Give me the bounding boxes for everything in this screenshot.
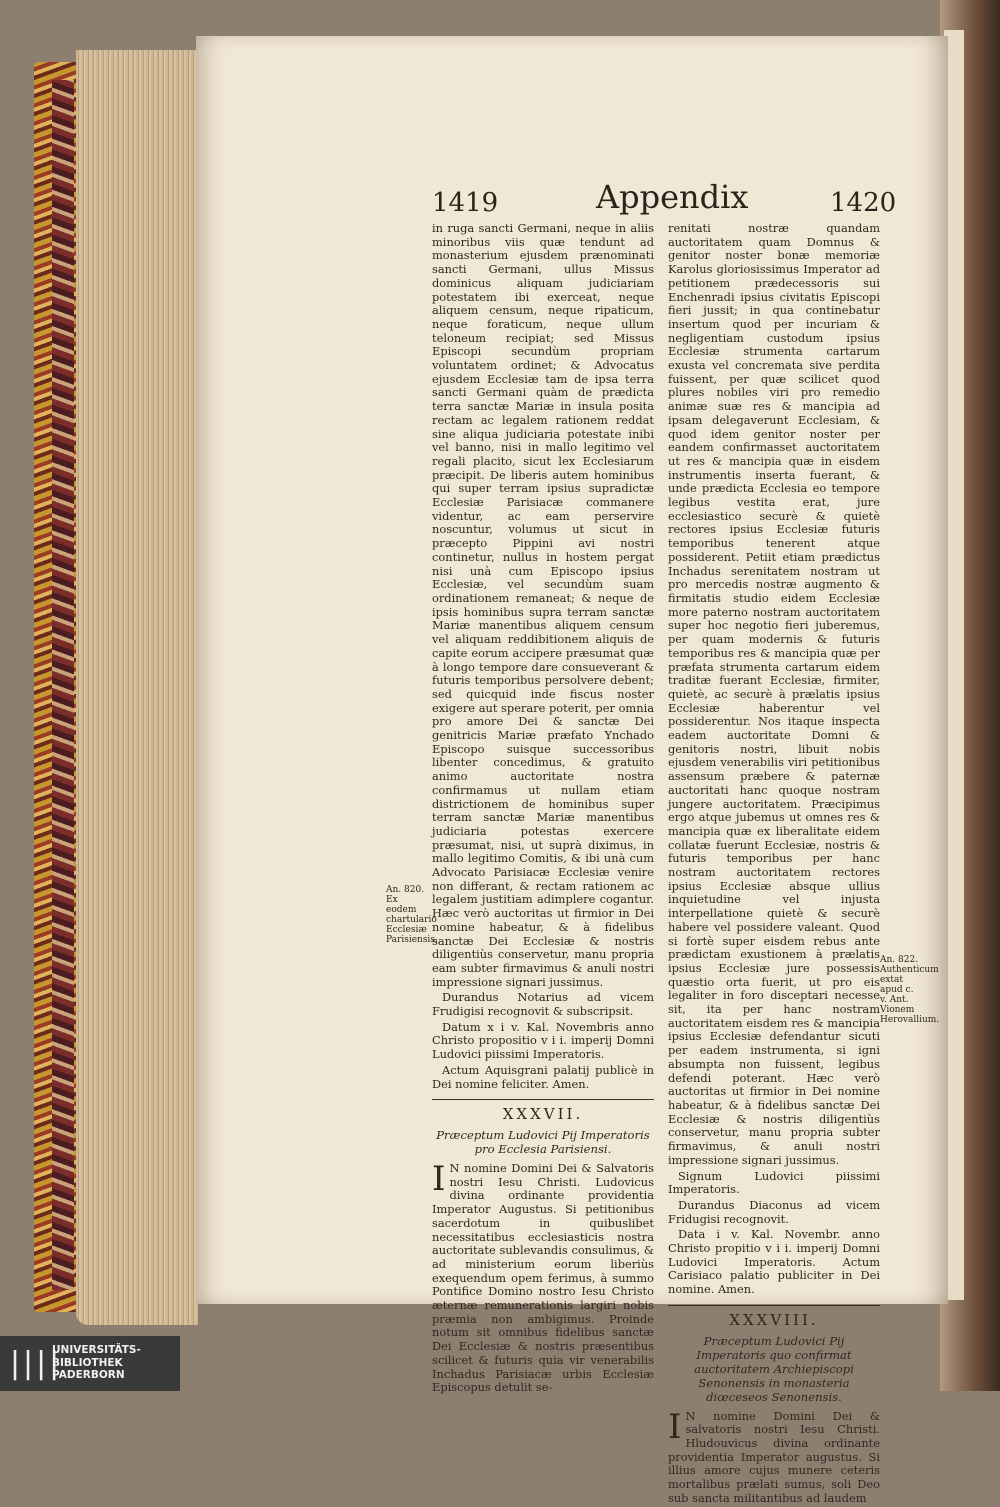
right-charter-body: N nomine Domini Dei & salvatoris nostri Iesu Christi. Hludouvicus divina ordinante providentia Imperator augustus. Si illius amore cujus munere ceteris mortalibus prælati sumus, soli Deo sub sancta militantibus ad laudem: [668, 1408, 880, 1505]
page-stack: [76, 50, 198, 1325]
section-title-37: Præceptum Ludovici Pij Imperatoris pro Ecclesia Parisiensi.: [436, 1128, 650, 1156]
left-charter-text: [432, 1159, 654, 1395]
drop-cap-left: I: [432, 1159, 446, 1199]
marbled-endpaper: [52, 80, 74, 1290]
left-paragraph-1: in ruga sancti Germani, neque in aliis minoribus viis quæ tendunt ad monasterium ejusdem prænominati sancti Germani, ullus Missus dominicus aliquam judiciariam potestatem ibi exerceat, neque aliquem censum, neque ripaticum, neque foraticum, neque ullum teloneum recipiat; sed Missus Episcopi secundùm propriam voluntatem ordinet; & Advocatus ejusdem Ecclesiæ tam de ipsa terra sancti Germani quàm de prædicta terra sanctæ Mariæ in insula posita rectam ac legalem rationem reddat sine aliqua judiciaria potestate inibi vel banno, nisi in mallo legitimo vel regali placito, sicut lex Ecclesiarum præcipit. De liberis autem hominibus qui super terram ipsius supradictæ Ecclesiæ Parisiacæ commanere videntur, ac eam perservire noscuntur, volumus ut sicut in præcepto Pippini avi nostri continetur, nullus in hostem pergat nisi unà cum Episcopo ipsius Ecclesiæ, vel secundùm suam ordinationem remaneat; & neque de ipsis hominibus supra terram sanctæ Mariæ manentibus aliquem censum vel aliquam reddibitionem aliquis de capite eorum accipere præsumat quæ à longo tempore dare consueverant & futuris temporibus persolvere debent; sed quicquid inde fiscus noster exigere aut sperare poterit, per omnia pro amore Dei & sanctæ Dei genitricis Mariæ præfato Ynchado Episcopo suisque successoribus libenter concedimus, & gratuito animo auctoritate nostra confirmamus ut nullam etiam districtionem de hominibus super terram sanctæ Mariæ manentibus judiciaria potestas exercere præsumat, nisi, ut suprà diximus, in mallo legitimo Comitis, & ibi unà cum Advocato Parisiacæ Ecclesiæ venire non differant, & rectam rationem ac legalem justitiam adimplere cogantur. Hæc verò auctoritas ut firmior in Dei nomine habeatur, & à fidelibus sanctæ Dei Ecclesiæ & nostris diligentiùs conservetur, manu propria eam subter firmavimus & anuli nostri impressione signari jussimus.: [432, 221, 654, 989]
page-number-right: 1420: [830, 188, 897, 218]
right-paragraph-2: Signum Ludovici piissimi Imperatoris.: [668, 1168, 880, 1197]
logo-line-1: UNIVERSITÄTS-: [52, 1344, 141, 1356]
right-paragraph-1: renitati nostræ quandam auctoritatem quam Domnus & genitor noster bonæ memoriæ Karolus gloriosissimus Imperator ad petitionem prædecessoris sui Enchenradi ipsius civitatis Episcopi fieri jussit; in qua continebatur insertum quod per incuriam & negligentiam custodum ipsius Ecclesiæ strumenta cartarum exusta vel concremata sive perdita fuissent, per quæ scilicet quod plures nobiles viri pro remedio animæ suæ res & mancipia ad ipsam delegaverunt Ecclesiam, & quod idem genitor noster per eandem confirmasset auctoritatem ut res & mancipia quæ in eisdem instrumentis inserta fuerant, & unde prædicta Ecclesia eo tempore legibus vestita erat, jure ecclesiastico securè & quietè rectores ipsius Ecclesiæ futuris temporibus tenerent atque possiderent. Petiit etiam prædictus Inchadus serenitatem nostram ut pro mercedis nostræ augmento & firmitatis studio eidem Ecclesiæ more paterno nostram auctoritatem super hoc negotio fieri juberemus, per quam modernis & futuris temporibus res & mancipia quæ per præfata strumenta cartarum eidem traditæ fuerant Ecclesiæ, firmiter, quietè, ac securè à prælatis ipsius Ecclesiæ haberentur vel possiderentur. Nos itaque inspecta eadem auctoritate Domni & genitoris nostri, libuit nobis ejusdem venerabilis viri petitionibus assensum præbere & paternæ auctoritati hanc quoque nostram jungere auctoritatem. Præcipimus ergo atque jubemus ut omnes res & mancipia quæ ex liberalitate eidem collatæ fuerunt Ecclesiæ, nostris & futuris temporibus per hanc nostram auctoritatem rectores ipsius Ecclesiæ absque ullius inquietudine vel injusta interpellatione quietè & securè habere vel possidere valeant. Quod si fortè super eisdem rebus ante prædictam exustionem à prælatis ipsius Ecclesiæ jure possessis quæstio orta fuerit, ut pro eis legaliter in foro disceptari necesse sit, ita per hanc nostram auctoritatem eisdem res & mancipia ipsius Ecclesiæ defendantur sicuti per eadem instrumenta, si igni absumpta non fuissent, legibus defendi poterant. Hæc verò auctoritas ut firmior in Dei nomine habeatur, & à fidelibus sanctæ Dei Ecclesiæ & nostris diligentiùs conservetur, manu propria subter firmavimus, & anuli nostri impressione signari jussimus.: [668, 221, 880, 1167]
logo-bars-icon: ||||: [6, 1346, 59, 1381]
left-paragraph-3: Datum x i v. Kal. Novembris anno Christo propositio v i i. imperij Domni Ludovici piissimi Imperatoris.: [432, 1019, 654, 1062]
logo-line-2: BIBLIOTHEK: [52, 1356, 123, 1369]
page-number-left: 1419: [432, 188, 499, 218]
logo-text: [52, 1344, 141, 1382]
right-charter-text: [668, 1406, 880, 1506]
right-paragraph-4: Data i v. Kal. Novembr. anno Christo propitio v i i. imperij Domni Ludovici Imperatoris. Actum Carisiaco palatio publiciter in Dei nomine. Amen.: [668, 1227, 880, 1297]
section-number-38: XXXVIII.: [729, 1310, 819, 1329]
logo-line-3: PADERBORN: [52, 1369, 125, 1381]
library-logo: [0, 1336, 180, 1391]
left-paragraph-4: Actum Aquisgrani palatij publicè in Dei nomine feliciter. Amen.: [432, 1062, 654, 1091]
margin-note-right: An. 822. Authenticum extat apud c. v. Ant. Vionem Herovallium.: [880, 955, 940, 1025]
section-divider-right: [668, 1305, 880, 1306]
right-column: [668, 222, 880, 1507]
left-column: [432, 222, 654, 1397]
section-divider-left: [432, 1099, 654, 1100]
left-paragraph-2: Durandus Notarius ad vicem Frudigisi recognovit & subscripsit.: [432, 990, 654, 1019]
margin-note-left: An. 820. Ex eodem chartulario Ecclesiæ Parisiensis.: [386, 885, 438, 945]
drop-cap-right: I: [668, 1406, 682, 1447]
running-title: Appendix: [596, 178, 749, 216]
section-number-37: XXXVII.: [502, 1105, 584, 1124]
left-charter-body: N nomine Domini Dei & Salvatoris nostri Iesu Christi. Ludovicus divina ordinante providentia Imperator Augustus. Si petitionibus sacerdotum in quibuslibet necessitatibus ecclesiasticis nostra auctoritate sublevandis consulimus, & ad ministerium eorum liberiùs exequendum opem ferimus, à summo Pontifice Domino nostro Iesu Christo æternæ remunerationis largiri nobis præmia non ambigimus. Proinde notum sit omnibus fidelibus sanctæ Dei Ecclesiæ & nostris præsentibus scilicet & futuris quia vir venerabilis Inchadus Parisiacæ urbis Ecclesiæ Episcopus detulit se-: [432, 1161, 654, 1395]
right-paragraph-3: Durandus Diaconus ad vicem Fridugisi recognovit.: [668, 1197, 880, 1226]
section-title-38: Præceptum Ludovici Pij Imperatoris quo confirmat auctoritatem Archiepiscopi Senonensis in monasteria diœceseos Senonensis.: [694, 1333, 854, 1404]
